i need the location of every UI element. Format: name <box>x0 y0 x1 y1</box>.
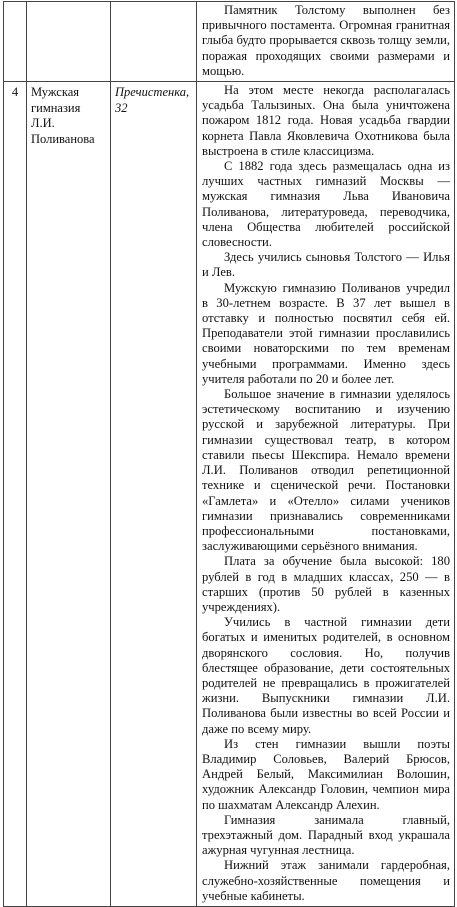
cell-address-empty <box>111 2 197 82</box>
paragraph-education: Большое значение в гимназии уделялось эстетическому воспитанию и изучению русской и зарубежной литературы. При гимназии существовал театр, в котором ставили пьесы Шекспира. Немало времени Л.И. Поливанов отводил репетиционной технике и сценической речи. Постановки «Гамлета» и «Отелло» силами учеников гимназии признавались современниками профессиональными постановками, заслуживающими серьёзного внимания. <box>202 387 450 554</box>
paragraph-ground-floor: Нижний этаж занимали гардеробная, служебно-хозяйственные помещения и учебные кабинеты. <box>202 858 450 903</box>
object-name: Мужская гимназия Л.И. Поливанова <box>27 82 111 907</box>
cell-number-empty <box>4 2 27 82</box>
table-row-previous <box>4 2 455 82</box>
landmarks-table <box>3 1 455 907</box>
paragraph-gymnasium-founding: С 1882 года здесь размещалась одна из лучших частных гимназий Москвы — мужская гимназия Льва Ивановича Поливанова, литературоведа, переводчика, члена Общества любителей российской словесности. <box>202 159 450 250</box>
row-number: 4 <box>4 82 27 907</box>
paragraph-alumni: Из стен гимназии вышли поэты Владимир Соловьев, Валерий Брюсов, Андрей Белый, Максимилиан Волошин, художник Александр Головин, чемпион мира по шахматам Александр Алехин. <box>202 736 450 812</box>
paragraph-history: На этом месте некогда располагалась усадьба Талызиных. Она была уничтожена пожаром 1812 года. Новая усадьба гвардии корнета Павла Яковлевича Охотникова была выстроена в стиле классицизма. <box>202 83 450 158</box>
paragraph-tolstoy-sons: Здесь учились сыновья Толстого — Илья и Лев. <box>202 250 450 280</box>
cell-name-empty <box>27 2 111 82</box>
paragraph-building: Гимназия занимала главный, трехэтажный дом. Парадный вход украшала ажурная чугунная лестница. <box>202 812 450 858</box>
cell-description <box>197 82 455 907</box>
paragraph-tuition: Плата за обучение была высокой: 180 рублей в год в младших классах, 250 — в старших (против 50 рублей в казенных учреждениях). <box>202 554 450 614</box>
object-address: Пречистенка, 32 <box>111 82 197 907</box>
paragraph-polivanov: Мужскую гимназию Поливанов учредил в 30-летнем возрасте. В 37 лет вышел в отставку и полностью посвятил себя ей. Преподаватели этой гимназии прославились своими новаторскими по тем временам учебными программами. Именно здесь учителя работали по 20 и более лет. <box>202 280 450 386</box>
paragraph-students: Учились в частной гимназии дети богатых и именитых родителей, в основном дворянского сословия. Но, получив блестящее образование, дети состоятельных родителей не превращались в прожигателей жизни. Выпускники гимназии Л.И. Поливанова были известны во всей России и даже по всему миру. <box>202 615 450 736</box>
cell-description-previous <box>197 2 455 82</box>
table-row-4 <box>4 82 455 907</box>
paragraph-tolstoy-monument: Памятник Толстому выполнен без привычного постамента. Огромная гранитная глыба будто прорывается сквозь толщу земли, поражая проходящих своими размерами и мощью. <box>202 3 450 78</box>
